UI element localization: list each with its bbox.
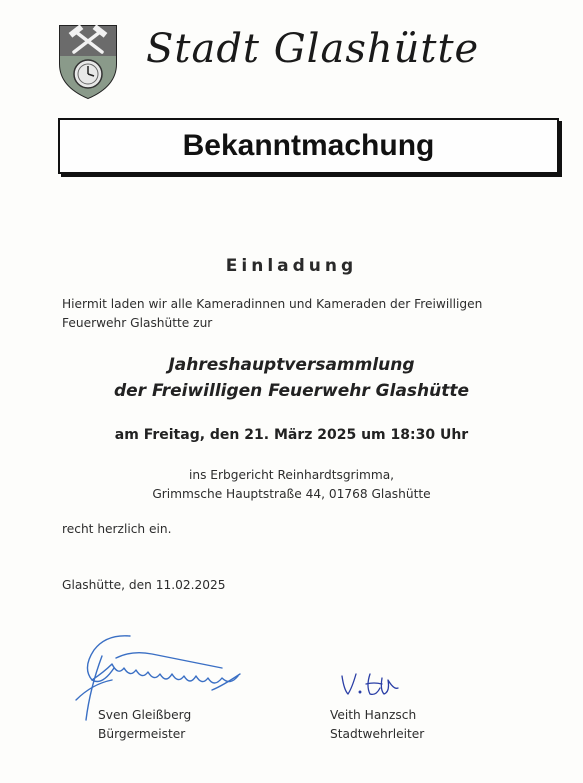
signer-fire-chief — [330, 706, 424, 744]
venue-line: ins Erbgericht Reinhardtsgrimma, — [188, 468, 395, 482]
event-title-line: der Freiwilligen Feuerwehr Glashütte — [113, 381, 470, 401]
intro-line: Feuerwehr Glashütte zur — [62, 316, 213, 330]
signer-role: Bürgermeister — [98, 727, 186, 741]
invitation-heading: Einladung — [225, 256, 358, 276]
notice-title: Bekanntmachung — [182, 129, 435, 162]
event-title — [0, 352, 583, 404]
venue-line: Grimmsche Hauptstraße 44, 01768 Glashütte — [152, 487, 431, 501]
intro-line: Hiermit laden wir alle Kameradinnen und Kameraden der Freiwilligen — [62, 297, 483, 311]
city-name: Stadt Glashütte — [146, 26, 480, 72]
signer-name: Veith Hanzsch — [330, 708, 417, 722]
town-coat-of-arms-icon — [56, 20, 120, 100]
notice-title-box — [58, 118, 559, 174]
intro-paragraph — [62, 295, 542, 333]
signer-role: Stadtwehrleiter — [330, 727, 425, 741]
event-date: am Freitag, den 21. März 2025 um 18:30 Uhr — [114, 427, 469, 443]
signer-name: Sven Gleißberg — [98, 708, 192, 722]
fire-chief-signature — [336, 668, 406, 708]
closing-text: recht herzlich ein. — [62, 522, 172, 536]
place-and-date: Glashütte, den 11.02.2025 — [62, 578, 226, 592]
signer-mayor — [98, 706, 191, 744]
venue-address — [0, 466, 583, 504]
event-title-line: Jahreshauptversammlung — [168, 355, 415, 375]
